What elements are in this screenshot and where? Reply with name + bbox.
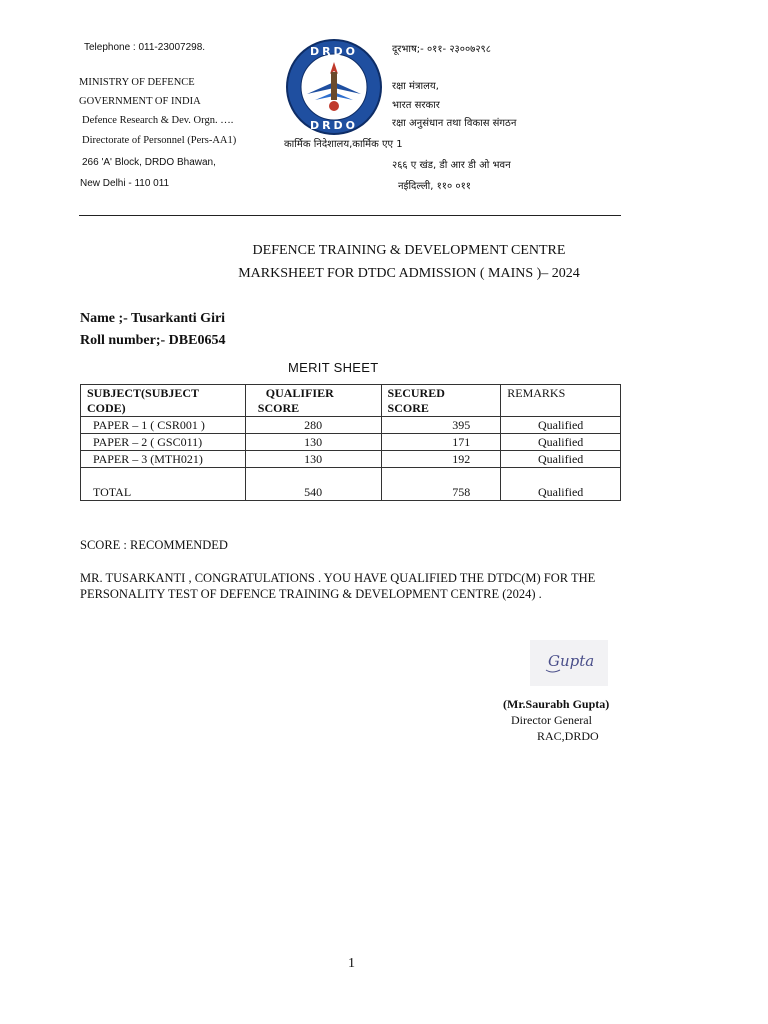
cell-remarks: Qualified: [501, 417, 621, 434]
cell-remarks: Qualified: [501, 434, 621, 451]
ministry-hi: रक्षा मंत्रालय,: [392, 81, 439, 92]
header-qualifier: QUALIFIER SCORE: [245, 385, 381, 417]
cell-total-label: TOTAL: [81, 468, 246, 501]
cell-qualifier: 130: [245, 451, 381, 468]
directorate-hi: कार्मिक निदेशालय,कार्मिक एए 1: [284, 139, 403, 150]
page-number: 1: [348, 956, 355, 971]
address-line2-en: New Delhi - 110 011: [80, 178, 170, 189]
signer-designation: Director General: [511, 713, 592, 727]
score-line: SCORE : RECOMMENDED: [80, 538, 228, 552]
directorate-en: Directorate of Personnel (Pers-AA1): [82, 135, 237, 146]
cell-secured: 192: [381, 451, 501, 468]
table-row: [81, 434, 621, 451]
signature-handwriting: Gupta: [548, 652, 595, 670]
ministry-en: MINISTRY OF DEFENCE: [79, 77, 195, 88]
cell-subject: PAPER – 2 ( GSC011): [81, 434, 246, 451]
signature-image: [530, 640, 608, 686]
message-line1: MR. TUSARKANTI , CONGRATULATIONS . YOU HAVE QUALIFIED THE DTDC(M) FOR THE: [80, 571, 596, 585]
message-line2: PERSONALITY TEST OF DEFENCE TRAINING & DEVELOPMENT CENTRE (2024) .: [80, 587, 542, 601]
government-hi: भारत सरकार: [392, 100, 440, 111]
header-remarks: REMARKS: [501, 385, 621, 417]
title-line1: DEFENCE TRAINING & DEVELOPMENT CENTRE: [252, 243, 566, 258]
header-secured: SECURED SCORE: [381, 385, 501, 417]
merit-sheet-heading: MERIT SHEET: [288, 360, 379, 375]
telephone-hi: दूरभाष;- ०११- २३००७२९८: [392, 44, 491, 55]
cell-total-remarks: Qualified: [501, 468, 621, 501]
cell-qualifier: 130: [245, 434, 381, 451]
organisation-hi: रक्षा अनुसंधान तथा विकास संगठन: [392, 118, 517, 129]
header-subject: SUBJECT(SUBJECT CODE): [81, 385, 246, 417]
table-total-row: [81, 468, 621, 501]
logo-bottom-text: DRDO: [309, 119, 359, 132]
address-line1-en: 266 'A' Block, DRDO Bhawan,: [82, 157, 216, 168]
cell-qualifier: 280: [245, 417, 381, 434]
marks-table: [80, 384, 621, 501]
signer-name: (Mr.Saurabh Gupta): [503, 697, 610, 711]
cell-total-secured: 758: [381, 468, 501, 501]
table-row: [81, 451, 621, 468]
candidate-name: Name ;- Tusarkanti Giri: [80, 311, 226, 326]
table-header-row: [81, 385, 621, 417]
logo-top-text: DRDO: [309, 45, 359, 58]
candidate-roll: Roll number;- DBE0654: [80, 333, 226, 348]
telephone-en: Telephone : 011-23007298.: [84, 42, 206, 53]
government-en: GOVERNMENT OF INDIA: [79, 96, 201, 107]
drdo-logo: [285, 38, 383, 136]
cell-subject: PAPER – 3 (MTH021): [81, 451, 246, 468]
address-line2-hi: नईदिल्ली, ११० ०११: [398, 181, 471, 192]
address-line1-hi: २६६ ए खंड, डी आर डी ओ भवन: [392, 160, 511, 171]
title-line2: MARKSHEET FOR DTDC ADMISSION ( MAINS )– 2024: [238, 266, 580, 281]
cell-subject: PAPER – 1 ( CSR001 ): [81, 417, 246, 434]
cell-total-qualifier: 540: [245, 468, 381, 501]
header-divider: [79, 215, 621, 216]
table-row: [81, 417, 621, 434]
organisation-en: Defence Research & Dev. Orgn. ….: [82, 115, 234, 126]
signer-org: RAC,DRDO: [537, 729, 599, 743]
cell-secured: 171: [381, 434, 501, 451]
cell-secured: 395: [381, 417, 501, 434]
cell-remarks: Qualified: [501, 451, 621, 468]
